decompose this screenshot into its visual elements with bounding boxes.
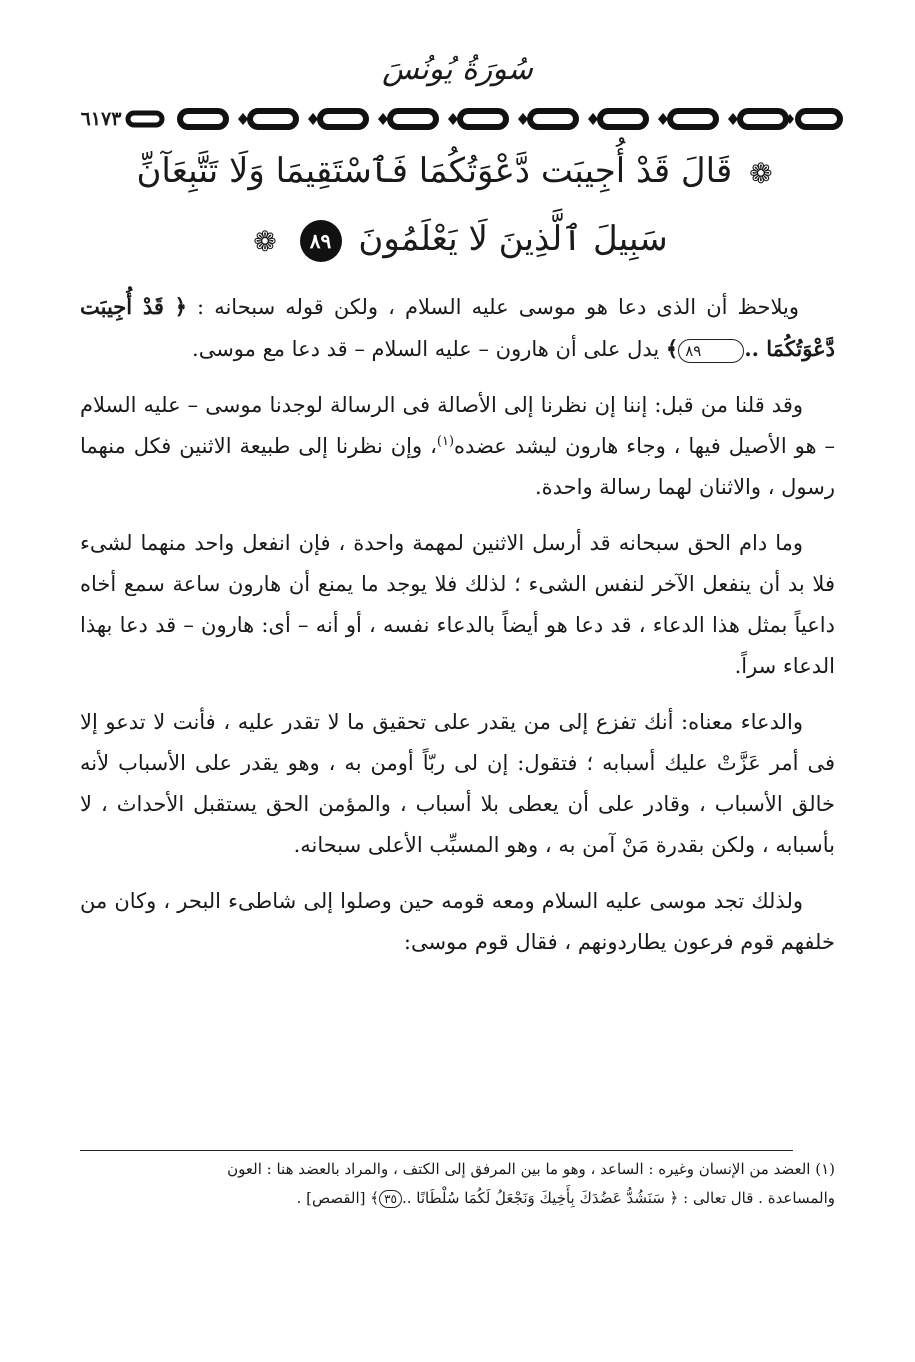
footnotes <box>80 1155 835 1213</box>
paragraph-2: وقد قلنا من قبل: إننا إن نظرنا إلى الأصالة فى الرسالة لوجدنا موسى – عليه السلام – هو الأصيل فيها ، وجاء هارون ليشد عضده$^{(١)}$، وإن نظرنا إلى طبيعة الاثنين فكل منهما رسول ، والاثنان لهما رسالة واحدة. <box>80 393 835 499</box>
footnote-marker[interactable]: (١) <box>436 434 455 449</box>
page-number: ٦١٧٣ <box>80 108 122 130</box>
verse-text-line-2: سَبِيلَ ٱلَّذِينَ لَا يَعْلَمُونَ <box>358 219 668 259</box>
inline-quote: ﴿ قَدْ أُجِيبَت دَّعْوَتُكُمَا .. <box>80 294 835 361</box>
commentary-body <box>80 286 835 978</box>
surah-title: سُورَةُ يُونُسَ <box>382 52 533 87</box>
paragraph-4: والدعاء معناه: أنك تفزع إلى من يقدر على تحقيق ما لا تقدر عليه ، فأنت لا تدعو إلا فى أمر عَزَّتْ عليك أسبابه ؛ فتقول: إن لى ربّاً أومن به ، وهو يقدر على الأسباب لأنه خالق الأسباب ، وقادر على أن يعطى بلا أسباب ، والمؤمن الحق يستقبل الأحداث ، لا بأسبابه ، ولكن بقدرة مَنْ آمن به ، وهو المسبِّب الأعلى سبحانه. <box>80 710 835 857</box>
quran-verse-line-1 <box>80 150 835 191</box>
inline-ayah-ref: ٨٩ <box>678 339 744 363</box>
footnote-line-2: والمساعدة . قال تعالى : ﴿ سَنَشُدُّ عَضُدَكَ بِأَخِيكَ وَنَجْعَلُ لَكُمَا سُلْطَانًا ..٣٥﴾ [القصص] . <box>296 1189 835 1207</box>
verse-text-line-1: قَالَ قَدْ أُجِيبَت دَّعْوَتُكُمَا فَٱسْتَقِيمَا وَلَا تَتَّبِعَآنِّ <box>136 151 733 191</box>
verse-end-ornament-icon: ❁ <box>253 224 277 258</box>
footnote-divider <box>80 1150 793 1151</box>
verse-ornament-icon: ❁ <box>749 156 773 190</box>
header-ornament-band <box>74 106 844 132</box>
paragraph-1: ويلاحظ أن الذى دعا هو موسى عليه السلام ، ولكن قوله سبحانه : ﴿ قَدْ أُجِيبَت دَّعْوَتُكُمَا ..٨٩﴾ يدل على أن هارون – عليه السلام – قد دعا مع موسى. <box>80 294 835 361</box>
footnote-line-1: (١) العضد من الإنسان وغيره : الساعد ، وهو ما بين المرفق إلى الكتف ، والمراد بالعضد هنا : العون <box>227 1160 835 1178</box>
ayah-number-badge: ٨٩ <box>300 220 342 262</box>
paragraph-3: وما دام الحق سبحانه قد أرسل الاثنين لمهمة واحدة ، فإن انفعل واحد منهما لشىء فلا بد أن ينفعل الآخر لنفس الشىء ؛ لذلك فلا يوجد ما يمنع أن هارون ساعة سمع أخاه داعياً بمثل هذا الدعاء ، قد دعا هو أيضاً بالدعاء نفسه ، أو أنه – أى: هارون – قد دعا بهذا الدعاء سراً. <box>80 531 835 678</box>
quran-verse-line-2 <box>80 218 835 262</box>
paragraph-5: ولذلك تجد موسى عليه السلام ومعه قومه حين وصلوا إلى شاطىء البحر ، وكان من خلفهم قوم فرعون يطاردونهم ، فقال قوم موسى: <box>80 889 835 954</box>
chain-link-icon <box>125 110 165 128</box>
page-number-group <box>74 106 172 132</box>
footnote-ayah-ref: ٣٥ <box>379 1190 402 1208</box>
chain-ornament <box>74 106 844 132</box>
